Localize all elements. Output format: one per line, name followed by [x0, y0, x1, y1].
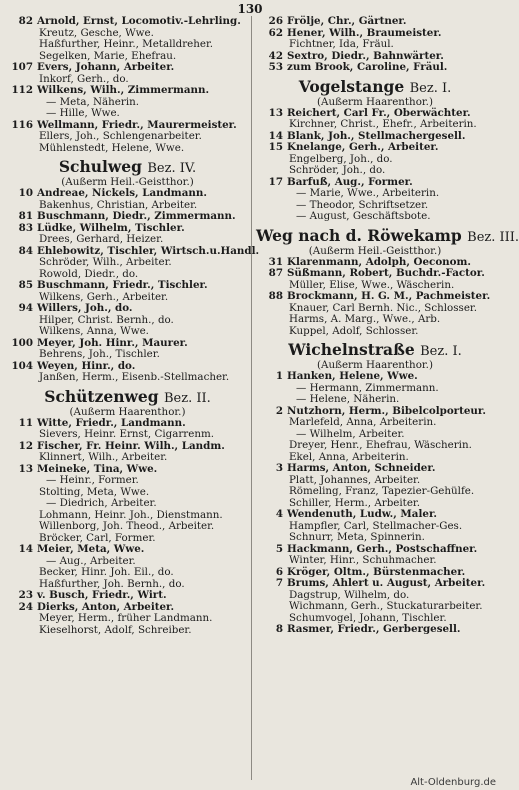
resident-text: Winter, Hinr., Schuhmacher.: [289, 554, 437, 566]
resident-entry: [256, 371, 494, 383]
resident-text: Sievers, Heinr. Ernst, Cigarrenm.: [39, 428, 214, 440]
resident-entry: [6, 429, 249, 441]
resident-entry: [256, 509, 494, 521]
column-divider: [251, 16, 252, 780]
street-district: Bez. I.: [409, 80, 452, 96]
house-number: 15: [268, 141, 283, 153]
resident-text: — Helene, Näherin.: [296, 393, 400, 405]
resident-text: Willenborg, Joh. Theod., Arbeiter.: [39, 520, 215, 532]
resident-text: Sextro, Diedr., Bahnwärter.: [287, 49, 444, 62]
resident-text: — Marie, Wwe., Arbeiterin.: [296, 187, 440, 199]
resident-text: Lüdke, Wilhelm, Tischler.: [37, 221, 185, 234]
house-number: 11: [18, 416, 33, 429]
left-column: [6, 15, 260, 636]
resident-text: Engelberg, Joh., do.: [289, 152, 393, 165]
resident-text: Schumvogel, Johann, Tischler.: [289, 611, 447, 624]
resident-text: Schröder, Joh., do.: [289, 164, 386, 176]
house-number: 14: [18, 543, 33, 555]
street-location: (Außerm Heil.-Geistthor.): [308, 244, 442, 257]
resident-text: Mühlenstedt, Helene, Wwe.: [39, 141, 185, 154]
house-number: 104: [11, 359, 33, 372]
resident-text: Weyen, Hinr., do.: [37, 359, 136, 372]
street-district: Bez. II.: [163, 390, 211, 406]
resident-text: Meyer, Joh. Hinr., Maurer.: [37, 336, 188, 349]
house-number: 24: [18, 600, 33, 613]
resident-text: Römeling, Franz, Tapezier-Gehülfe.: [289, 485, 475, 497]
resident-text: Brums, Ahlert u. August, Arbeiter.: [287, 577, 486, 589]
house-number: 88: [268, 290, 283, 302]
resident-text: Knelange, Gerh., Arbeiter.: [287, 141, 439, 153]
resident-entry: [6, 544, 249, 556]
resident-text: Blank, Joh., Stellmachergesell.: [287, 129, 466, 142]
resident-entry: [256, 16, 494, 28]
resident-text: Wendenuth, Ludw., Maler.: [287, 508, 438, 520]
resident-text: Frölje, Chr., Gärtner.: [287, 15, 407, 27]
resident-text: Buschmann, Diedr., Zimmermann.: [37, 210, 236, 222]
resident-text: Wilkens, Gerh., Arbeiter.: [39, 290, 169, 303]
resident-text: Hilper, Christ. Bernh., do.: [39, 313, 174, 326]
resident-text: Rasmer, Friedr., Gerbergesell.: [287, 623, 461, 635]
resident-text: Lohmann, Heinr. Joh., Dienstmann.: [39, 508, 223, 521]
house-number: 84: [18, 244, 33, 257]
resident-text: Brockmann, H. G. M., Pachmeister.: [287, 290, 491, 302]
resident-text: Ekel, Anna, Arbeiterin.: [289, 450, 409, 463]
resident-entry: [256, 39, 494, 51]
resident-text: Meineke, Tina, Wwe.: [37, 462, 158, 475]
resident-text: Kuppel, Adolf, Schlosser.: [289, 324, 419, 337]
street-location: (Außerm Haarenthor.): [317, 359, 433, 371]
resident-text: Rowold, Diedr., do.: [39, 267, 139, 280]
street-location: (Außerm Haarenthor.): [317, 95, 433, 108]
resident-text: Bröcker, Carl, Former.: [39, 531, 156, 544]
resident-text: Janßen, Herm., Eisenb.-Stellmacher.: [39, 371, 230, 383]
right-column: [256, 15, 519, 636]
resident-text: Arnold, Ernst, Locomotiv.-Lehrling.: [37, 15, 241, 27]
resident-entry: [6, 521, 249, 533]
resident-text: Klinnert, Wilh., Arbeiter.: [39, 451, 168, 463]
house-number: 82: [18, 15, 33, 27]
resident-entry: [256, 142, 494, 154]
resident-text: Stolting, Meta, Wwe.: [39, 485, 150, 498]
house-number: 23: [18, 589, 33, 601]
house-number: 5: [275, 542, 283, 555]
resident-entry: [256, 440, 494, 452]
resident-text: — Theodor, Schriftsetzer.: [296, 198, 429, 211]
resident-text: Kieselhorst, Adolf, Schreiber.: [39, 623, 192, 636]
resident-text: Fichtner, Ida, Fräul.: [289, 38, 394, 50]
watermark: Alt-Oldenburg.de: [410, 777, 496, 788]
resident-entry: [6, 475, 249, 487]
resident-text: Hener, Wilh., Braumeister.: [287, 26, 442, 39]
resident-text: — Hermann, Zimmermann.: [296, 381, 439, 394]
street-heading: [256, 225, 519, 245]
resident-text: Haßfurther, Joh. Bernh., do.: [39, 577, 185, 590]
resident-text: Schiller, Herm., Arbeiter.: [289, 496, 420, 509]
resident-text: — Hille, Wwe.: [46, 107, 120, 119]
resident-entry: [6, 452, 249, 464]
resident-entry: [256, 291, 494, 303]
resident-entry: [6, 567, 249, 579]
resident-text: Fischer, Fr. Heinr. Wilh., Landm.: [37, 439, 225, 452]
resident-text: Behrens, Joh., Tischler.: [39, 348, 160, 360]
resident-text: Becker, Hinr. Joh. Eil., do.: [39, 566, 174, 578]
resident-text: Süßmann, Robert, Buchdr.-Factor.: [287, 267, 485, 279]
resident-text: Evers, Johann, Arbeiter.: [37, 61, 175, 73]
resident-text: Kröger, Oltm., Bürstenmacher.: [287, 565, 466, 578]
resident-text: Harms, A. Marg., Wwe., Arb.: [289, 313, 441, 325]
house-number: 31: [268, 255, 283, 268]
resident-text: — Aug., Arbeiter.: [46, 554, 136, 567]
resident-text: Klarenmann, Adolph, Oeconom.: [287, 255, 472, 268]
house-number: 94: [18, 302, 33, 314]
resident-entry: [256, 555, 494, 567]
resident-text: — Meta, Näherin.: [46, 95, 140, 108]
house-number: 26: [268, 15, 283, 27]
house-number: 13: [18, 462, 33, 475]
resident-entry: [6, 625, 249, 637]
resident-text: Marlefeld, Anna, Arbeiterin.: [289, 416, 437, 428]
resident-entry: [6, 372, 249, 384]
resident-entry: [6, 131, 249, 143]
resident-text: Wichmann, Gerh., Stuckaturarbeiter.: [289, 600, 483, 612]
resident-text: Harms, Anton, Schneider.: [287, 462, 436, 474]
street-name: Vogelstange: [298, 76, 405, 96]
resident-text: — Diedrich, Arbeiter.: [46, 497, 157, 509]
resident-entry: [256, 624, 494, 636]
resident-text: Kirchner, Christ., Ehefr., Arbeiterin.: [289, 118, 477, 130]
resident-entry: [256, 417, 494, 429]
house-number: 81: [18, 210, 33, 222]
resident-text: Reichert, Carl Fr., Oberwächter.: [287, 106, 471, 119]
street-heading: [6, 388, 249, 406]
resident-text: Wellmann, Friedr., Maurermeister.: [37, 118, 237, 131]
resident-text: Platt, Johannes, Arbeiter.: [289, 473, 421, 486]
page-number: 130: [237, 2, 263, 16]
house-number: 87: [268, 267, 283, 279]
resident-entry: [256, 268, 494, 280]
resident-entry: [6, 280, 249, 292]
house-number: 42: [268, 49, 283, 62]
resident-entry: [256, 188, 494, 200]
street-name: Schützenweg: [44, 386, 159, 406]
resident-text: Willers, Joh., do.: [37, 302, 133, 314]
resident-entry: [6, 234, 249, 246]
street-district: Bez. III.: [467, 229, 519, 245]
resident-text: Nutzhorn, Herm., Bibelcolporteur.: [287, 404, 486, 417]
street-heading: [256, 78, 494, 96]
resident-entry: [256, 165, 494, 177]
house-number: 6: [275, 565, 283, 578]
house-number: 62: [268, 26, 283, 39]
house-number: 13: [268, 106, 283, 119]
resident-text: — Wilhelm, Arbeiter.: [296, 427, 405, 440]
house-number: 12: [18, 439, 33, 452]
resident-text: zum Brook, Caroline, Fräul.: [287, 61, 448, 73]
resident-text: — Heinr., Former.: [46, 474, 139, 486]
resident-text: Hackmann, Gerh., Postschaffner.: [287, 542, 478, 555]
resident-text: Knauer, Carl Bernh. Nic., Schlosser.: [289, 301, 477, 314]
resident-entry: [256, 486, 494, 498]
resident-text: Schnurr, Meta, Spinnerin.: [289, 531, 425, 543]
resident-text: Bakenhus, Christian, Arbeiter.: [39, 198, 198, 211]
street-heading: [6, 158, 249, 176]
resident-entry: [6, 143, 249, 155]
resident-entry: [6, 97, 249, 109]
resident-text: Buschmann, Friedr., Tischler.: [37, 279, 208, 291]
street-district: Bez. IV.: [147, 161, 197, 176]
resident-text: — August, Geschäftsbote.: [296, 210, 431, 222]
resident-entry: [6, 16, 249, 28]
resident-text: Dagstrup, Wilhelm, do.: [289, 588, 410, 601]
resident-entry: [6, 498, 249, 510]
house-number: 116: [11, 118, 33, 131]
street-name: Wichelnstraße: [288, 340, 415, 359]
resident-entry: [256, 532, 494, 544]
house-number: 2: [275, 404, 283, 417]
resident-text: Andreae, Nickels, Landmann.: [37, 187, 207, 199]
resident-entry: [6, 590, 249, 602]
street-heading: [256, 341, 494, 359]
house-number: 17: [268, 175, 283, 188]
resident-text: Müller, Elise, Wwe., Wäscherin.: [289, 278, 455, 291]
resident-text: Meyer, Herm., früher Landmann.: [39, 612, 213, 624]
resident-entry: [256, 119, 494, 131]
street-name: Schulweg: [58, 157, 142, 176]
resident-entry: [6, 188, 249, 200]
resident-text: Hanken, Helene, Wwe.: [287, 370, 418, 382]
street-district: Bez. I.: [420, 344, 462, 359]
resident-text: Wilkens, Anna, Wwe.: [39, 325, 149, 337]
resident-entry: [6, 349, 249, 361]
resident-entry: [6, 257, 249, 269]
house-number: 107: [11, 61, 33, 73]
house-number: 8: [275, 623, 283, 635]
resident-entry: [256, 601, 494, 613]
resident-entry: [6, 108, 249, 120]
resident-entry: [6, 85, 249, 97]
resident-entry: [6, 39, 249, 51]
resident-text: Drees, Gerhard, Heizer.: [39, 233, 164, 245]
resident-text: Segelken, Marie, Ehefrau.: [39, 49, 177, 62]
house-number: 10: [18, 187, 33, 199]
resident-entry: [256, 326, 494, 338]
resident-text: Kreutz, Gesche, Wwe.: [39, 26, 154, 39]
resident-text: v. Busch, Friedr., Wirt.: [37, 589, 167, 601]
house-number: 100: [11, 336, 33, 349]
resident-entry: [256, 394, 494, 406]
resident-text: Schröder, Wilh., Arbeiter.: [39, 256, 172, 268]
resident-text: Meier, Meta, Wwe.: [37, 543, 145, 555]
house-number: 83: [18, 221, 33, 234]
resident-text: Ehlebowitz, Tischler, Wirtsch.u.Handl.: [37, 244, 260, 257]
resident-entry: [256, 62, 494, 74]
resident-entry: [6, 326, 249, 338]
resident-entry: [256, 211, 494, 223]
resident-text: Witte, Friedr., Landmann.: [37, 416, 186, 429]
street-location: (Außerm Haarenthor.): [69, 405, 186, 418]
house-number: 14: [268, 129, 283, 142]
resident-text: Hampfler, Carl, Stellmacher-Ges.: [289, 519, 463, 532]
resident-entry: [256, 314, 494, 326]
street-location: (Außerm Heil.-Geistthor.): [61, 176, 194, 188]
resident-text: Dierks, Anton, Arbeiter.: [37, 600, 175, 613]
resident-entry: [6, 613, 249, 625]
resident-text: Wilkens, Wilh., Zimmermann.: [37, 84, 210, 96]
resident-text: Inkorf, Gerh., do.: [39, 72, 129, 85]
resident-entry: [6, 62, 249, 74]
house-number: 1: [275, 370, 283, 382]
house-number: 85: [18, 279, 33, 291]
resident-entry: [256, 578, 494, 590]
house-number: 53: [268, 61, 283, 73]
resident-text: Haßfurther, Heinr., Metalldreher.: [39, 38, 214, 50]
house-number: 7: [275, 577, 283, 589]
resident-entry: [6, 303, 249, 315]
resident-text: Dreyer, Henr., Ehefrau, Wäscherin.: [289, 439, 472, 451]
house-number: 3: [275, 462, 283, 474]
resident-entry: [256, 463, 494, 475]
street-name: Weg nach d. Röwekamp: [256, 225, 462, 245]
resident-text: Ellers, Joh., Schlengenarbeiter.: [39, 130, 202, 142]
resident-entry: [6, 211, 249, 223]
resident-text: Barfuß, Aug., Former.: [287, 175, 413, 188]
house-number: 112: [11, 84, 33, 96]
house-number: 4: [275, 508, 283, 520]
